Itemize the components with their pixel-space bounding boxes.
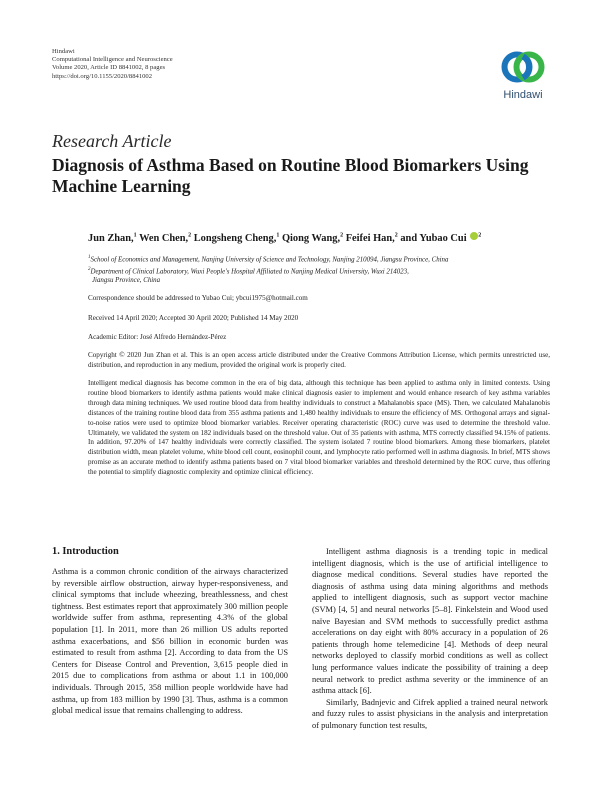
author-name: Feifei Han, [345, 233, 395, 244]
author-affil-sup: 2 [340, 232, 344, 239]
author-name: Longsheng Cheng, [193, 233, 277, 244]
publisher-name: Hindawi [52, 48, 75, 55]
author-affil-sup: 2 [188, 232, 192, 239]
journal-info [52, 48, 173, 81]
doi-link[interactable]: https://doi.org/10.1155/2020/8841002 [52, 72, 153, 80]
author-name: Jun Zhan, [88, 233, 134, 244]
paper-title: Diagnosis of Asthma Based on Routine Blood Biomarkers Using Machine Learning [52, 155, 529, 196]
hindawi-rings-icon [501, 46, 545, 88]
article-type: Research Article [52, 131, 172, 151]
author-affil-sup: 2 [394, 232, 398, 239]
author-name: Wen Chen, [139, 233, 189, 244]
author-affil-sup: 2 [478, 232, 482, 239]
article-dates: Received 14 April 2020; Accepted 30 April 2020; Published 14 May 2020 [88, 314, 299, 322]
journal-name: Computational Intelligence and Neuroscience [52, 56, 173, 64]
author-affil-sup: 1 [276, 232, 280, 239]
section-heading: 1. Introduction [52, 546, 119, 557]
academic-editor: Academic Editor: José Alfredo Hernández-Pérez [88, 333, 227, 341]
author-affil-sup: 1 [133, 232, 137, 239]
affiliation-1: $^1$School of Economics and Management, Nanjing University of Science and Technology, Nanjing 210094, Jiangsu Province, China [88, 255, 449, 264]
author-name: Qiong Wang, [281, 233, 341, 244]
body-paragraph: Asthma is a common chronic condition of the airways characterized by reversible airflow obstruction, airway hyper-responsiveness, and clinical symptoms that include wheezing, breathlessness, and chest tightness. Best estimates report that approximately 300 million people worldwide suffer from asthma, representing 4.3% of the global population [1]. In 2011, more than 26 million US adults reported asthma exacerbations, and $56 billion in economic burden was estimated to result from asthma [2]. According to data from the US Centers for Disease Control and Prevention, 3,615 people died in 2015 due to complications from asthma or about 1.1 in 100,000 individuals. Through 2015, 358 million people worldwide have had asthma, up from 183 million by 1990 [3]. Thus, asthma is a common global medical issue that remains challenging to address. [52, 567, 288, 716]
right-column [312, 546, 548, 732]
left-column [52, 566, 288, 717]
abstract: Intelligent medical diagnosis has become common in the era of big data, although this technique has been applied to asthma only in limited contexts. Using routine blood biomarkers to identify asthma patients would make clinical diagnosis easier to implement and would enhance research of key asthma variables through data mining techniques. We used routine blood data from healthy individuals to construct a Mahalanobis space (MS). Then, we calculated Mahalanobis distances of the training routine blood data from 355 asthma patients and 1,480 healthy individuals to ensure the efficiency of MS. Orthogonal arrays and signal-to-noise ratios were used to optimize blood biomarker variables. Receiver operating characteristic (ROC) curve was used to determine the threshold value. Ultimately, we validated the system on 182 individuals based on the threshold value. Out of 35 patients with asthma, MTS correctly classified 94.15% of patients. In addition, 97.20% of 147 healthy individuals were correctly classified. The system isolated 7 routine blood biomarkers. Among these biomarkers, platelet distribution width, mean platelet volume, white blood cell count, eosinophil count, and lymphocyte ratio performed well in asthma diagnosis. In brief, MTS shows promise as an accurate method to identify asthma patients based on 7 vital blood biomarker variables and threshold determined by the ROC curve, thus offering the potential to simplify diagnostic complexity and optimize clinical efficiency. [88, 379, 550, 477]
hindawi-logo [491, 46, 555, 108]
affiliation-2: $^2$Department of Clinical Laboratory, Wuxi People's Hospital Affiliated to Nanjing Medical University, Wuxi 214023, [88, 266, 409, 275]
correspondence: Correspondence should be addressed to Yubao Cui; ybcui1975@hotmail.com [88, 294, 308, 302]
body-paragraph: Similarly, Badnjevic and Cifrek applied a trained neural network and fuzzy rules to assist physicians in the analysis and interpretation of pulmonary function test results, [312, 697, 548, 730]
orcid-icon[interactable] [470, 232, 478, 240]
author-name: and Yubao Cui [400, 233, 467, 244]
author-list [88, 232, 578, 244]
body-paragraph: Intelligent asthma diagnosis is a trending topic in medical intelligent diagnosis, which is the use of artificial intelligence to diagnose medical conditions. Several studies have reported the diagnosis of asthma using data mining algorithms and methods applied to intelligent diagnosis, such as support vector machine (SVM) [4, 5] and neural networks [5–8]. Finkelstein and Wood used naïve Bayesian and SVM methods to successfully predict asthma accelerations on day eight with 80% accuracy in a population of 26 patients through home telemedicine [4]. Methods of deep neural networks deployed to classify morbid conditions as well as collect lung performance values indicate the possibility of training a deep neural network to predict asthma severity or the imminence of an asthma attack [6]. [312, 547, 548, 696]
affiliations [88, 253, 558, 285]
affiliation-2-cont: Jiangsu Province, China [92, 277, 161, 284]
logo-brand-text: Hindawi [503, 89, 543, 101]
copyright-notice: Copyright © 2020 Jun Zhan et al. This is an open access article distributed under the Creative Commons Attribution License, which permits unrestricted use, distribution, and reproduction in any medium, provided the original work is properly cited. [88, 351, 550, 369]
volume-line: Volume 2020, Article ID 8841002, 8 pages [52, 64, 166, 72]
